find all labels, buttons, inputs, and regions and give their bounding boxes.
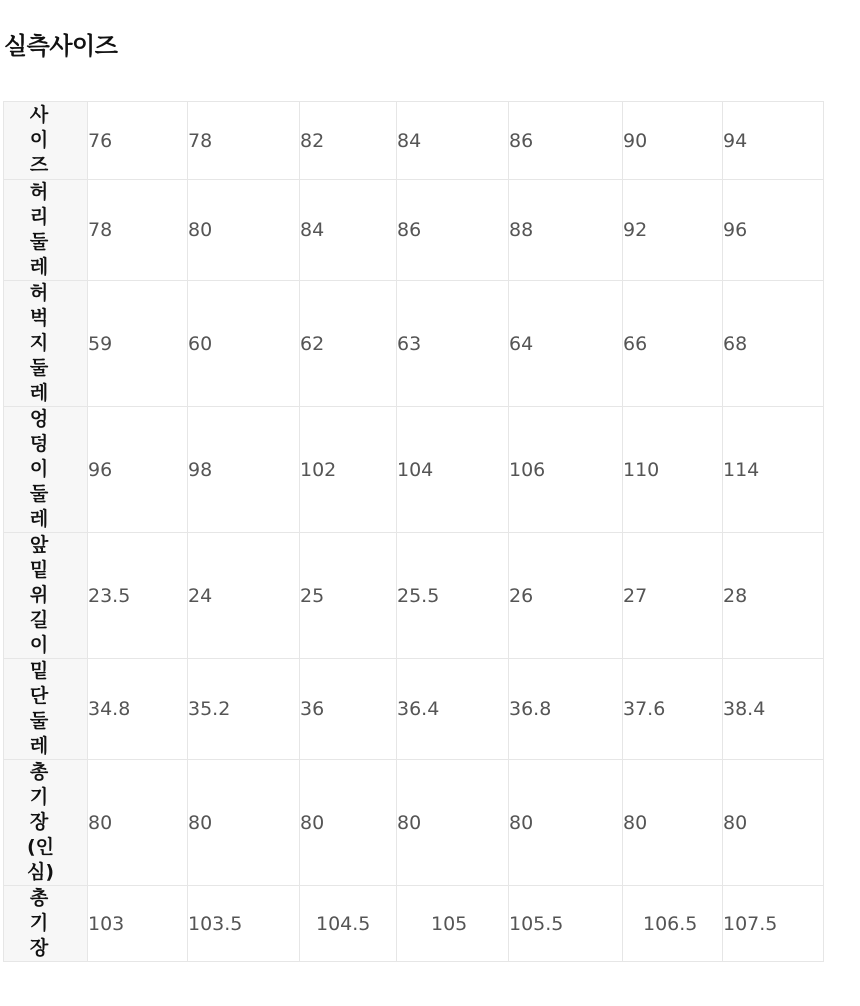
table-cell: 110	[623, 407, 723, 533]
row-label: 사이즈	[4, 102, 88, 180]
table-cell: 86	[509, 102, 623, 180]
table-cell: 27	[623, 533, 723, 659]
table-row-thigh	[4, 281, 824, 407]
row-label: 총기장(인심)	[4, 760, 88, 886]
table-cell: 104.5	[300, 886, 397, 962]
table-cell: 80	[188, 180, 300, 281]
table-cell: 84	[397, 102, 509, 180]
table-cell: 96	[723, 180, 824, 281]
table-cell: 34.8	[88, 659, 188, 760]
table-cell: 60	[188, 281, 300, 407]
table-cell: 94	[723, 102, 824, 180]
table-row-hip	[4, 407, 824, 533]
table-cell: 80	[300, 760, 397, 886]
table-cell: 25	[300, 533, 397, 659]
table-cell: 28	[723, 533, 824, 659]
table-cell: 76	[88, 102, 188, 180]
table-cell: 90	[623, 102, 723, 180]
table-cell: 78	[88, 180, 188, 281]
table-cell: 80	[88, 760, 188, 886]
table-cell: 103.5	[188, 886, 300, 962]
table-row-front-rise	[4, 533, 824, 659]
row-label: 밑단둘레	[4, 659, 88, 760]
table-cell: 66	[623, 281, 723, 407]
table-cell: 25.5	[397, 533, 509, 659]
table-row-size	[4, 102, 824, 180]
row-label: 허리둘레	[4, 180, 88, 281]
table-cell: 78	[188, 102, 300, 180]
table-row-waist	[4, 180, 824, 281]
table-cell: 63	[397, 281, 509, 407]
table-cell: 107.5	[723, 886, 824, 962]
table-cell: 59	[88, 281, 188, 407]
table-cell: 80	[623, 760, 723, 886]
table-cell: 37.6	[623, 659, 723, 760]
table-row-hem	[4, 659, 824, 760]
table-cell: 102	[300, 407, 397, 533]
row-label: 엉덩이둘레	[4, 407, 88, 533]
table-cell: 36.8	[509, 659, 623, 760]
table-cell: 36.4	[397, 659, 509, 760]
table-cell: 80	[397, 760, 509, 886]
table-cell: 80	[509, 760, 623, 886]
table-cell: 62	[300, 281, 397, 407]
table-cell: 106	[509, 407, 623, 533]
table-cell: 88	[509, 180, 623, 281]
table-cell: 36	[300, 659, 397, 760]
table-cell: 105	[397, 886, 509, 962]
table-cell: 104	[397, 407, 509, 533]
table-cell: 35.2	[188, 659, 300, 760]
table-cell: 96	[88, 407, 188, 533]
table-cell: 38.4	[723, 659, 824, 760]
row-label: 허벅지둘레	[4, 281, 88, 407]
table-cell: 23.5	[88, 533, 188, 659]
row-label: 총기장	[4, 886, 88, 962]
table-cell: 98	[188, 407, 300, 533]
table-cell: 106.5	[623, 886, 723, 962]
table-cell: 26	[509, 533, 623, 659]
table-cell: 114	[723, 407, 824, 533]
table-cell: 105.5	[509, 886, 623, 962]
table-cell: 68	[723, 281, 824, 407]
table-row-inseam-length	[4, 760, 824, 886]
table-cell: 86	[397, 180, 509, 281]
table-cell: 80	[723, 760, 824, 886]
table-row-total-length	[4, 886, 824, 962]
page-title: 실측사이즈	[4, 32, 118, 60]
table-cell: 92	[623, 180, 723, 281]
table-cell: 80	[188, 760, 300, 886]
row-label: 앞밑위길이	[4, 533, 88, 659]
table-cell: 24	[188, 533, 300, 659]
table-cell: 84	[300, 180, 397, 281]
size-table	[3, 101, 824, 962]
table-cell: 82	[300, 102, 397, 180]
table-cell: 64	[509, 281, 623, 407]
table-cell: 103	[88, 886, 188, 962]
